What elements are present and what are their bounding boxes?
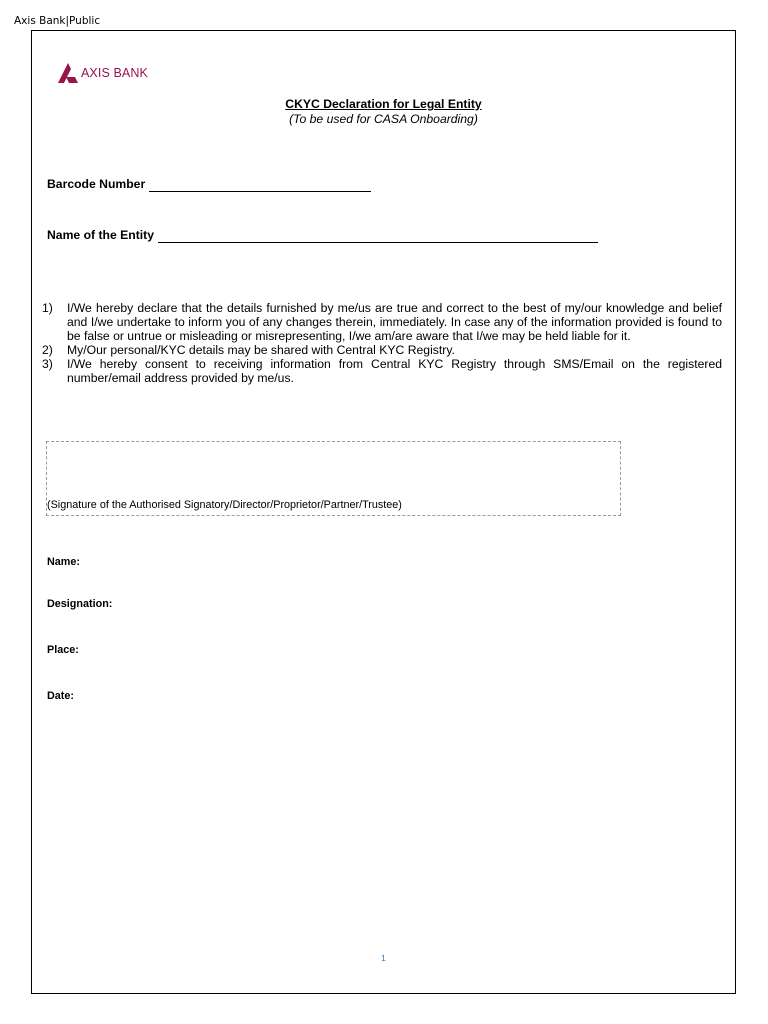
document-page (31, 30, 736, 994)
barcode-number-field (47, 177, 371, 192)
declaration-number: 3) (42, 357, 53, 371)
axis-bank-logo-icon (58, 63, 80, 83)
declaration-text: My/Our personal/KYC details may be shared with Central KYC Registry. (67, 343, 455, 357)
bank-logo (58, 62, 148, 84)
entity-name-label: Name of the Entity (47, 228, 154, 242)
declaration-text: I/We hereby declare that the details furnished by me/us are true and correct to the best of my/our knowledge and belief and I/we undertake to inform you of any changes therein, immediately. In case any of the information provided is found to be false or untrue or misleading or misrepresenting, I/we am/are aware that I/we may be held liable for it. (67, 301, 722, 343)
place-label: Place: (47, 644, 79, 656)
signature-caption: (Signature of the Authorised Signatory/Director/Proprietor/Partner/Trustee) (47, 499, 402, 511)
declaration-number: 1) (42, 301, 53, 315)
declaration-item (42, 301, 722, 343)
barcode-number-label: Barcode Number (47, 177, 146, 191)
date-label: Date: (47, 690, 74, 702)
document-subtitle: (To be used for CASA Onboarding) (289, 112, 478, 126)
document-title: CKYC Declaration for Legal Entity (285, 97, 482, 111)
bank-logo-text: AXIS BANK (81, 66, 148, 80)
signature-box[interactable] (46, 441, 621, 516)
declaration-item (42, 343, 722, 357)
classification-label: Axis Bank|Public (14, 15, 101, 27)
entity-name-field (47, 228, 598, 243)
declaration-text: I/We hereby consent to receiving information from Central KYC Registry through SMS/Email on the registered number/email address provided by me/us. (67, 357, 722, 385)
declaration-item (42, 357, 722, 385)
declaration-number: 2) (42, 343, 53, 357)
name-label: Name: (47, 556, 81, 568)
declaration-list (42, 301, 722, 385)
barcode-number-blank[interactable] (149, 179, 371, 192)
entity-name-blank[interactable] (158, 230, 598, 243)
page-number: 1 (381, 953, 386, 963)
designation-label: Designation: (47, 598, 113, 610)
